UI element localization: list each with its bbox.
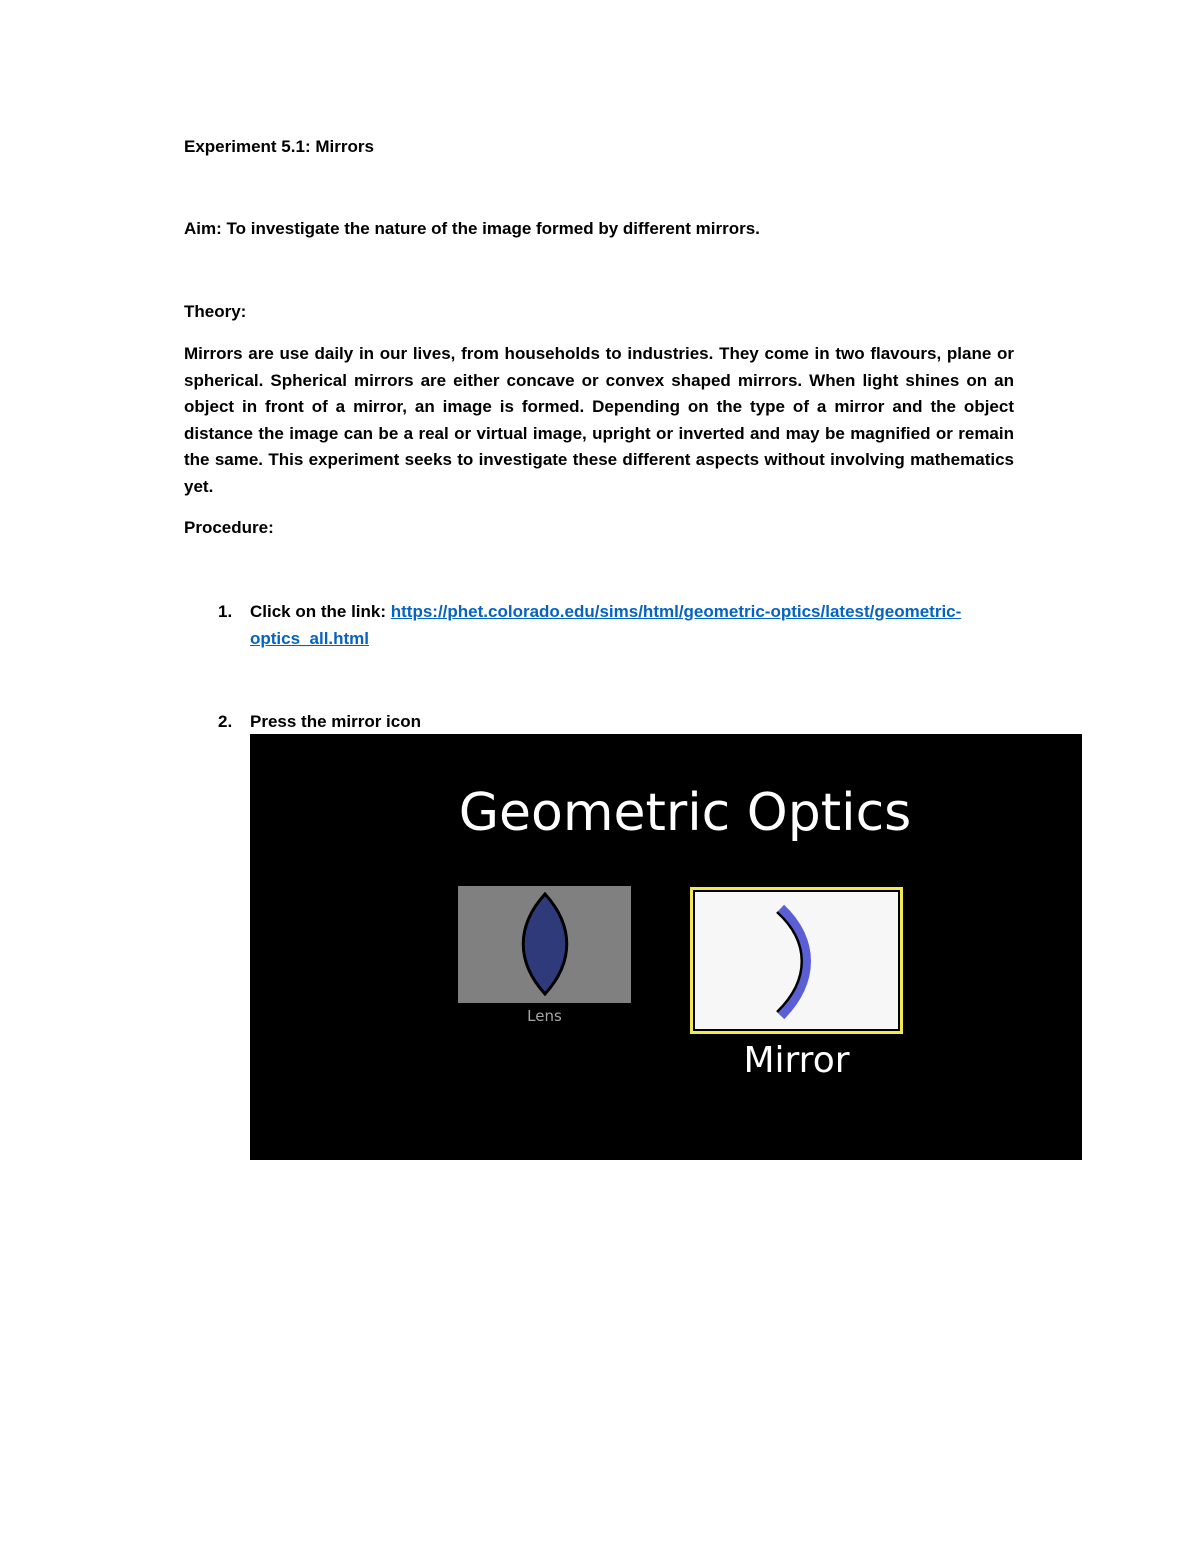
step-text: Press the mirror icon [250,712,422,731]
step-label: Click on the link: [250,602,391,621]
mirror-label: Mirror [743,1040,850,1081]
lens-screen-tile[interactable] [458,886,631,1003]
mirror-icon [693,890,900,1031]
step-text [250,598,1010,652]
procedure-heading: Procedure: [184,518,274,537]
step-number: 1. [218,602,233,621]
phet-simulation-link[interactable]: https://phet.colorado.edu/sims/html/geometric-optics/latest/geometric-optics_all.html [250,602,962,648]
lens-label: Lens [527,1007,562,1025]
theory-paragraph: Mirrors are use daily in our lives, from households to industries. They come in two flavours, plane or spherical. Spherical mirrors are either concave or convex shaped mirrors. When light shines on an object in front of a mirror, an image is formed. Depending on the type of a mirror and the object distance the image can be a real or virtual image, upright or inverted and may be magnified or remain the same. This experiment seeks to investigate these different aspects without involving mathematics yet. [184,344,1014,496]
theory-heading: Theory: [184,302,247,321]
simulation-screenshot [250,734,1082,1160]
aim-statement: Aim: To investigate the nature of the image formed by different mirrors. [184,219,760,238]
lens-icon [458,886,631,1003]
simulation-title: Geometric Optics [458,783,912,843]
step-number: 2. [218,712,233,731]
mirror-screen-tile[interactable] [690,887,903,1034]
document-title: Experiment 5.1: Mirrors [184,137,374,156]
